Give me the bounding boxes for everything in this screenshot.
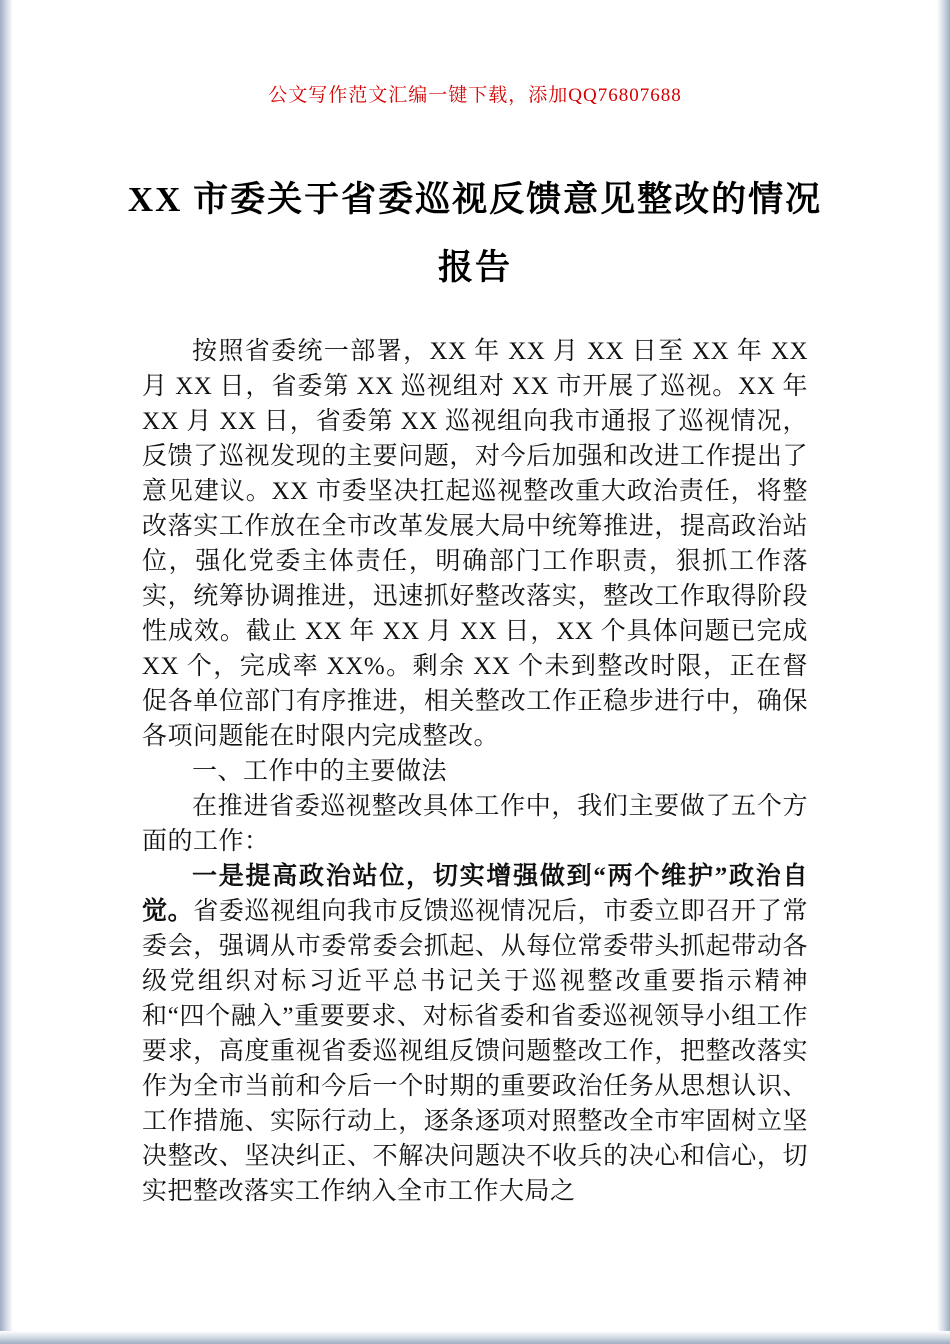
document-title xyxy=(80,166,870,302)
page-border-right xyxy=(937,0,950,1344)
section-heading-1-text: 一、工作中的主要做法 xyxy=(192,758,448,785)
paragraph-point-1-text: 省委巡视组向我市反馈巡视情况后，市委立即召开了常委会，强调从市委常委会抓起、从每位常委带头抓起带动各级党组织对标习近平总书记关于巡视整改重要指示精神和“四个融入”重要要求、对标省委和省委巡视领导小组工作要求，高度重视省委巡视组反馈问题整改工作，把整改落实作为全市当前和今后一个时期的重要政治任务从思想认识、工作措施、实际行动上，逐条逐项对照整改全市牢固树立坚决整改、坚决纠正、不解决问题决不收兵的决心和信心，切实把整改落实工作纳入全市工作大局之 xyxy=(142,898,808,1205)
paragraph-point-1 xyxy=(142,859,808,1209)
document-body xyxy=(142,334,808,1209)
section-heading-1 xyxy=(142,754,808,789)
paragraph-point-1-lead: 一是提高政治站位，切实增强做到“两个维护”政治自觉。 xyxy=(142,863,808,925)
paragraph-lead-in xyxy=(142,789,808,859)
header-download-notice: 公文写作范文汇编一键下载，添加QQ76807688 xyxy=(268,85,682,106)
paragraph-intro xyxy=(142,334,808,754)
page-border-left xyxy=(0,0,13,1344)
document-title-line2: 报告 xyxy=(437,248,512,287)
paragraph-lead-in-text: 在推进省委巡视整改具体工作中，我们主要做了五个方面的工作： xyxy=(142,793,808,855)
page-border-bottom xyxy=(0,1331,950,1344)
paragraph-intro-text: 按照省委统一部署，XX 年 XX 月 XX 日至 XX 年 XX 月 XX 日，省委第 XX 巡视组对 XX 市开展了巡视。XX 年 XX 月 XX 日，省委第 XX 巡视组向我市通报了巡视情况，反馈了巡视发现的主要问题，对今后加强和改进工作提出了意见建议。XX 市委坚决扛起巡视整改重大政治责任，将整改落实工作放在全市改革发展大局中统筹推进，提高政治站位，强化党委主体责任，明确部门工作职责，狠抓工作落实，统筹协调推进，迅速抓好整改落实，整改工作取得阶段性成效。截止 XX 年 XX 月 XX 日，XX 个具体问题已完成 XX 个，完成率 XX%。剩余 XX 个未到整改时限，正在督促各单位部门有序推进，相关整改工作正稳步进行中，确保各项问题能在时限内完成整改。 xyxy=(142,338,808,750)
document-title-line1: XX 市委关于省委巡视反馈意见整改的情况 xyxy=(127,180,823,219)
